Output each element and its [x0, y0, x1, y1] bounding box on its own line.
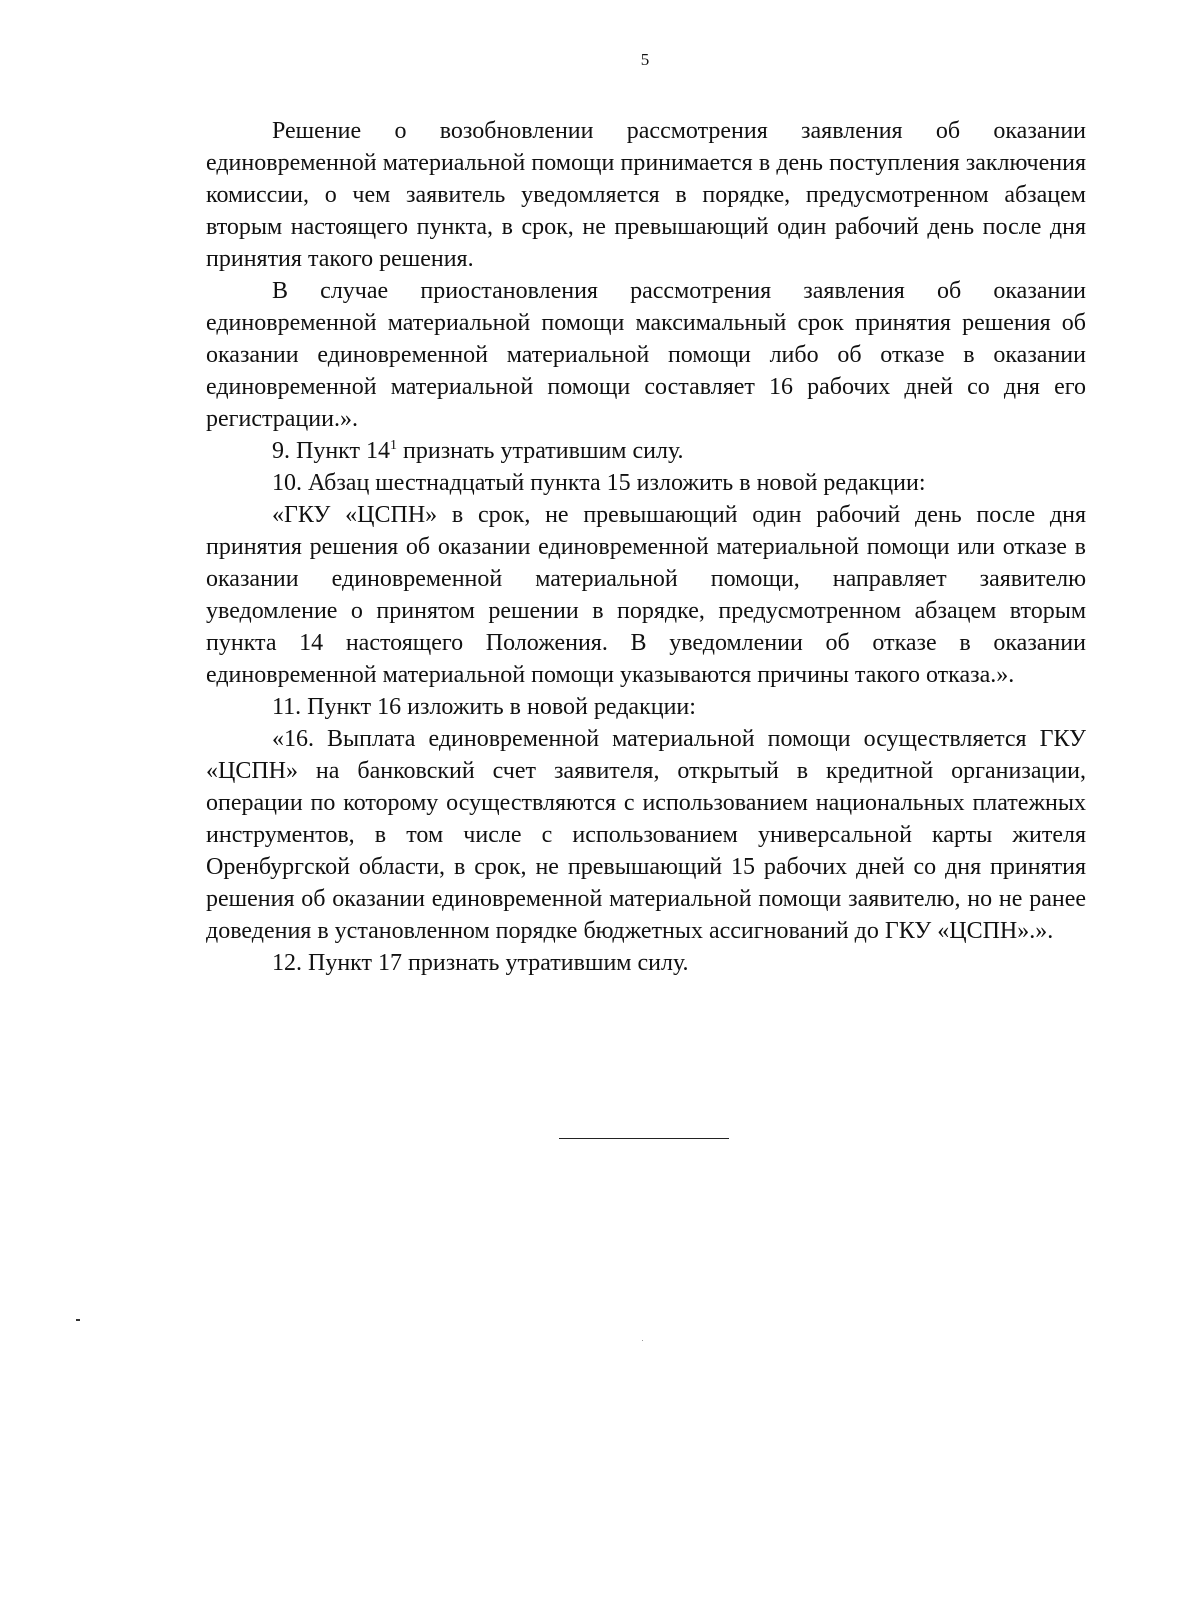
page-number: 5	[640, 50, 650, 69]
scan-speck	[642, 1340, 643, 1341]
paragraph-item-16-new-text: «16. Выплата единовременной материальной помощи осуществляется ГКУ «ЦСПН» на банковский счет заявителя, открытый в кредитной организации, операции по которому осуществляются с использованием национальных платежных инструментов, в том числе с использованием универсальной карты жителя Оренбургской области, в срок, не превышающий 15 рабочих дней со дня принятия решения об оказании единовременной материальной помощи заявителю, но не ранее доведения в установленном порядке бюджетных ассигнований до ГКУ «ЦСПН».».	[206, 726, 1086, 944]
item-9-superscript: 1	[390, 438, 398, 453]
scan-speck	[76, 1319, 80, 1321]
paragraph-item-9	[206, 435, 1086, 467]
document-body	[206, 115, 1086, 979]
paragraph-item-10: 10. Абзац шестнадцатый пункта 15 изложить в новой редакции:	[272, 470, 926, 496]
paragraph-suspension-term: В случае приостановления рассмотрения заявления об оказании единовременной материальной помощи максимальный срок принятия решения об оказании единовременной материальной помощи либо об отказе в оказании единовременной материальной помощи составляет 16 рабочих дней со дня его регистрации.».	[206, 278, 1086, 432]
end-of-document-line	[559, 1138, 729, 1139]
paragraph-item-11: 11. Пункт 16 изложить в новой редакции:	[272, 694, 696, 720]
paragraph-resumption-decision: Решение о возобновлении рассмотрения заявления об оказании единовременной материальной помощи принимается в день поступления заключения комиссии, о чем заявитель уведомляется в порядке, предусмотренном абзацем вторым настоящего пункта, в срок, не превышающий один рабочий день после дня принятия такого решения.	[206, 118, 1086, 272]
paragraph-item-10-new-text: «ГКУ «ЦСПН» в срок, не превышающий один рабочий день после дня принятия решения об оказании единовременной материальной помощи или отказе в оказании единовременной материальной помощи, направляет заявителю уведомление о принятом решении в порядке, предусмотренном абзацем вторым пункта 14 настоящего Положения. В уведомлении об отказе в оказании единовременной материальной помощи указываются причины такого отказа.».	[206, 502, 1086, 688]
paragraph-item-12: 12. Пункт 17 признать утратившим силу.	[272, 950, 689, 976]
item-9-text-before: 9. Пункт 14	[272, 438, 391, 464]
item-9-text-after: признать утратившим силу.	[397, 438, 684, 464]
